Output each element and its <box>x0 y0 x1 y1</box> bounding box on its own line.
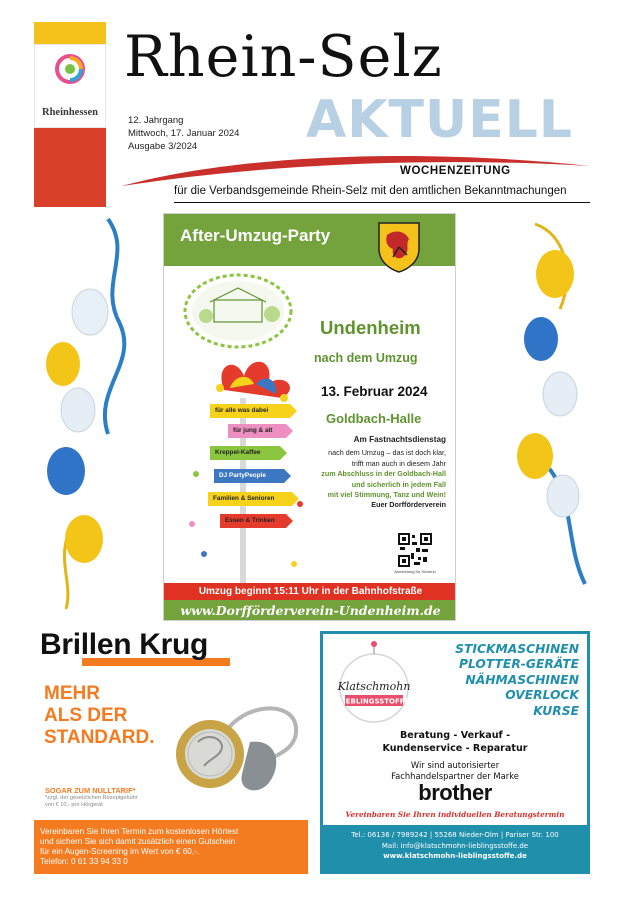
rheinhessen-logo-strip <box>34 22 106 207</box>
signpost-illustration <box>184 354 314 584</box>
klatschmohn-mail: Mail: info@klatschmohn-lieblingsstoffe.de <box>381 841 529 850</box>
klatschmohn-logo-name: Klatschmohn <box>337 680 411 693</box>
qr-code-icon <box>398 533 432 567</box>
klatschmohn-contact-footer <box>323 825 587 871</box>
klatschmohn-headline-line: PLOTTER-GERÄTE <box>459 657 579 672</box>
klatschmohn-web: www.klatschmohn-lieblingsstoffe.de <box>383 852 527 860</box>
sign-food-drink: Essen & Trinken <box>220 514 286 528</box>
newspaper-title: Rhein-Selz <box>124 24 443 90</box>
poster-date: 13. Februar 2024 <box>321 384 428 399</box>
klatschmohn-services <box>323 729 587 755</box>
klatschmohn-contact: Tel.: 06136 / 7989242 | 55268 Nieder-Olm | Pariser Str. 100 <box>351 831 559 839</box>
party-poster <box>163 213 456 621</box>
klatschmohn-headline <box>455 642 579 719</box>
coat-of-arms-icon <box>377 221 421 273</box>
parade-start-banner: Umzug beginnt 15:11 Uhr in der Bahnhofstraße <box>164 583 456 600</box>
issue-info <box>128 114 239 153</box>
poster-text-line: trifft man auch in diesem Jahr <box>351 458 446 468</box>
klatschmohn-ad <box>320 631 590 874</box>
klatschmohn-headline-line: KURSE <box>533 703 579 718</box>
klatschmohn-appointment: Vereinbaren Sie Ihren individuellen Beratungstermin <box>345 810 565 819</box>
klatschmohn-dealer-text <box>323 760 587 782</box>
club-badge <box>182 272 294 350</box>
paper-kind: WOCHENZEITUNG <box>400 165 511 177</box>
issue-date: Mittwoch, 17. Januar 2024 <box>128 128 240 139</box>
volume-text: 12. Jahrgang <box>128 115 184 126</box>
klatschmohn-dealer-line: Fachhandelspartner der Marke <box>391 771 519 781</box>
klatschmohn-service-line: Beratung - Verkauf - <box>399 730 511 741</box>
krug-footnote-line: *zzgl. der gesetzlichen Rezeptgebühr <box>45 795 138 801</box>
krug-slogan-line: STANDARD. <box>44 727 155 748</box>
brillen-krug-ad <box>34 628 308 874</box>
masthead-rule <box>174 202 590 203</box>
klatschmohn-headline-line: OVERLOCK <box>505 688 579 703</box>
poster-green-line: mit viel Stimmung, Tanz und Wein! <box>327 490 446 500</box>
krug-footnote <box>45 795 185 809</box>
rheinhessen-emblem-icon <box>55 54 85 84</box>
klatschmohn-headline-line: STICKMASCHINEN <box>455 642 579 656</box>
rheinhessen-label: Rheinhessen <box>41 107 98 118</box>
krug-slogan-line: MEHR <box>44 683 100 704</box>
left-balloons-decoration <box>38 214 158 614</box>
krug-box-line: Vereinbaren Sie Ihren Termin zum kostenlosen Hörtest <box>40 827 239 836</box>
krug-box-line: und sichern Sie sich damit zusätzlich einen Gutschein <box>40 837 236 846</box>
klatschmohn-headline-line: NÄHMASCHINEN <box>465 672 579 687</box>
poster-title: After-Umzug-Party <box>180 226 331 245</box>
poster-green-line: zum Abschluss in der Goldbach-Hall <box>321 469 446 479</box>
poster-town: Undenheim <box>320 317 421 338</box>
krug-phone: Telefon: 0 61 33 94 33 0 <box>40 857 128 866</box>
poster-subtitle: nach dem Umzug <box>314 351 418 365</box>
poster-signature: Euer Dorfförderverein <box>371 500 446 510</box>
qr-caption: Anmeldung für Sichenn <box>394 569 436 574</box>
sign-kreppel-kaffee: Kreppel-Kaffee <box>210 446 280 460</box>
krug-footnote-line: von € 10,- pro Hörgerät <box>45 802 103 808</box>
poster-website: www.Dorfförderverein-Undenheim.de <box>164 600 456 621</box>
issue-number: Ausgabe 3/2024 <box>128 141 198 152</box>
poster-occasion: Am Fastnachtsdienstag <box>353 435 446 444</box>
klatschmohn-service-line: Kundenservice - Reparatur <box>382 743 528 754</box>
brother-brand-logo: brother <box>418 780 492 805</box>
klatschmohn-dealer-line: Wir sind autorisierter <box>410 760 500 770</box>
sign-dj: DJ PartyPeople <box>214 469 284 483</box>
klatschmohn-logo-sub: LIEBLINGSSTOFFE <box>338 697 410 706</box>
krug-box-line: für ein Augen-Screening im Wert von € 60,-. <box>40 847 200 856</box>
sign-families: Familien & Senioren <box>208 492 292 506</box>
klatschmohn-logo <box>329 640 419 724</box>
krug-contact-box <box>34 820 308 874</box>
poster-green-line: und sicherlich in jedem Fall <box>351 479 446 489</box>
newspaper-title-accent: AKTUELL <box>306 90 574 150</box>
poster-venue: Goldbach-Halle <box>326 411 422 426</box>
krug-logo: Brillen Krug <box>40 628 209 661</box>
krug-offer: SOGAR ZUM NULLTARIF* <box>45 786 136 795</box>
paper-subtitle: für die Verbandsgemeinde Rhein-Selz mit den amtlichen Bekanntmachungen <box>174 185 567 197</box>
krug-slogan-line: ALS DER <box>44 705 128 726</box>
sign-for-everyone: für alle was dabei <box>210 404 290 418</box>
sign-young-old: für jung & alt <box>228 424 286 438</box>
right-balloons-decoration <box>505 214 595 614</box>
hearing-aid-coin-image <box>164 694 304 794</box>
krug-slogan <box>44 683 154 749</box>
poster-text-line: nach dem Umzug – das ist doch klar, <box>328 448 446 458</box>
